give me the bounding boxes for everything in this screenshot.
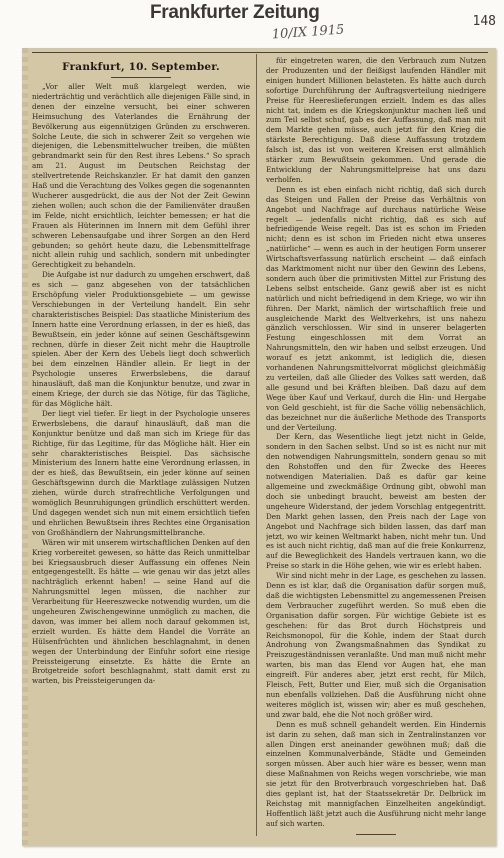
right-paragraph: für eingetreten waren, die den Verbrauch zum Nutzen der Produzenten und der fleißigst laufenden Händler mit einigen hundert Millionen belasteten. Es hätte auch durch sofortige Durchführung der Auftragsverteilung niedrigere Preise für Heereslieferungen erzielt. Indem es das alles nicht tat, indem es die Kriegskonjunktur machen ließ und zum Teil selbst schuf, gab es der Auffassung, daß man mit dem Markte gehen müsse, auch jetzt für den Krieg die stärkste Berechtigung. Daß diese Auffassung trotzdem falsch ist, das ist von weiteren Kreisen erst allmählich stärker zum Bewußtsein gekommen. Und gerade die Entwicklung der Nahrungsmittelpreise hat uns dazu verholfen.	[266, 56, 486, 184]
newspaper-clipping	[22, 48, 496, 846]
left-paragraph: „Vor aller Welt muß klargelegt werden, wie niederträchtig und verächtlich alle diejenigen Fälle sind, in denen der einzelne versucht, bei einer schweren Heimsuchung des Vaterlandes die Ernährung der Bevölkerung aus eigennützigen Gründen zu erschweren. Solche Leute, die sich in schwerer Zeit so vergehen wie diejenigen, die Lebensmittelwucher treiben, die müßten gebrandmarkt sein für den Rest ihres Lebens.“ So sprach am 21. August im Deutschen Reichstag der stellvertretende Reichskanzler. Er hat damit den ganzen Haß und die Verachtung des Volkes gegen die sogenannten Wucherer ausgedrückt, die aus der Not der Zeit Gewinn ziehen wollen; auch schon die der Familienväter draußen im Felde, nicht ersichtlich, leichter bemessen; er hat die Frauen als Hüterinnen im Innern mit dem Gefühl ihrer schweren Lebensaufgabe und ihrer Sorgen an den Herd gebunden; so gehört heute dazu, die Lebensmittelfrage nicht allein ruhig und sachlich, sondern mit unbedingter Gerechtigkeit zu behandeln.	[32, 82, 250, 270]
left-paragraph: Der liegt viel tiefer. Er liegt in der Psychologie unseres Erwerbslebens, die darauf hinausläuft, daß man die Konjunktur benütze und daß man sich im Kriege für das Richtige, für das Legitime, für das Mögliche hält. Hier ein sehr charakteristisches Beispiel. Das sächsische Ministerium des Innern hatte eine Verordnung erlassen, in der es hieß, das Bewußtsein, ein jeder könne auf seinen Geschäftsgewinn durch die Marktlage zulässigen Nutzen ziehen, würde durch strafrechtliche Verfolgungen und womöglich Beunruhigungen gründlich erschüttert werden. Und dagegen wendet sich nun mit einem ersichtlich tiefen und ehrlichen Bewußtsein ihres Rechtes eine Organisation von Großhändlern der Nahrungsmittelbranche.	[32, 408, 250, 537]
torn-edge	[22, 48, 28, 846]
handwritten-date: 10/IX 1915	[271, 22, 345, 43]
article-end-rule	[356, 834, 396, 835]
newspaper-masthead: Frankfurter Zeitung	[150, 2, 320, 23]
top-rule	[32, 52, 488, 53]
left-paragraph: Die Aufgabe ist nur dadurch zu umgehen erschwert, daß es sich — ganz abgesehen von der tatsächlichen Erschöpfung vieler Produktionsgebiete — um gewisse Verschiebungen in der Verteilung handelt. Ein sehr charakteristisches Beispiel: Das staatliche Ministerium des Innern hatte eine Verordnung erlassen, in der es hieß, das Bewußtsein, ein jeder könne auf seinen Geschäftsgewinn rechnen, dürfe in dieser Zeit nicht mehr die Hauptrolle spielen. Aber der Kern des Uebels liegt doch schwerlich bei dem einzelnen Händler allein. Er liegt in der Psychologie unseres Erwerbslebens, die darauf hinausläuft, daß man die Konjunktur benutze, und zwar in einem Kriege, der durch sie das Nötige, für das Tägliche, für das Mögliche hält.	[32, 270, 250, 408]
right-paragraph: Wir sind nicht mehr in der Lage, es geschehen zu lassen. Denn es ist klar, daß die Organisation dafür sorgen muß, daß die wichtigsten Lebensmittel zu angemessenen Preisen dem Verbraucher zugeführt werden. So muß eben die Organisation dafür sorgen. Für wichtige Gebiete ist es geschehen: für das Brot durch Höchstpreis und Reichsmonopol, für die Kohle, indem der Staat durch Androhung von Zwangsmaßnahmen das Syndikat zu Preiszugeständnissen veranlaßte. Und man muß nicht mehr warten, bis man das Elend vor Augen hat, ehe man eingreift. Für anderes aber, jetzt erst recht, für Milch, Fleisch, Fett, Butter und Eier, muß sich die Organisation nun ebenfalls vollziehen. Daß die Ausführung nicht ohne weiteres möglich ist, wissen wir; aber es muß geschehen, und zwar bald, ehe die Not noch größer wird.	[266, 571, 486, 719]
right-column	[266, 56, 486, 836]
right-paragraph: Denn es muß schnell gehandelt werden. Ein Hindernis ist darin zu sehen, daß man sich in Zentralinstanzen vor allen Dingen erst aneinander gewöhnen muß; daß die einzelnen Kommunalverbände, Städte und Gemeinden sorgen müssen. Aber auch hier wäre es besser, wenn man diese Maßnahmen von Reichs wegen vorschriebe, wie man sie jetzt für den Brotverbrauch vorgeschrieben hat. Daß dies geplant ist, hat der Staatssekretär Dr. Delbrück im Reichstag mit mannigfachen Einzelheiten angekündigt. Hoffentlich läßt jetzt auch die Ausführung nicht mehr lange auf sich warten.	[266, 719, 486, 828]
article-headline: Frankfurt, 10. September.	[62, 61, 220, 73]
headline-rule	[111, 77, 171, 78]
right-paragraph: Der Kern, das Wesentliche liegt jetzt nicht in Gelde, sondern in den Sachen selbst. Und so ist es nicht nur mit den notwendigen Nahrungsmitteln, sondern genau so mit den Rohstoffen und den für Zwecke des Heeres notwendigen Materialien. Daß es dafür gar keine allgemeine und zweckmäßige Ordnung gibt, obwohl man doch sie unbedingt braucht, beweist am besten der ungeheure Widerstand, der jedem Vorschlag entgegentritt. Den Markt gehen lassen, den Preis nach der Lage von Angebot und Nachfrage sich bilden lassen, das darf man jetzt, wo wir keinen Weltmarkt haben, nicht mehr tun. Und es ist auch nicht richtig, daß man auf die freie Konkurrenz, auf die Beweglichkeit des Handels vertrauen kann, wo die Preise so stark in die Höhe gehen, wie wir es erlebt haben.	[266, 432, 486, 571]
right-paragraph: Denn es ist eben einfach nicht richtig, daß sich durch das Steigen und Fallen der Preise das Verhältnis von Angebot und Nachfrage auf durchaus natürliche Weise regelt — jedenfalls nicht richtig, daß es sich auf befriedigende Weise regelt. Das ist es schon im Frieden nicht; denn es ist schon im Frieden nicht etwa unseres „natürliche“ — wenn es auch in der heutigen Form unserer Wirtschaftsverfassung natürlich erscheint — daß einfach das Marktmoment nicht nur über den Gewinn des Lebens, sondern auch über die primitivsten Mittel zur Fristung des Lebens selbst entscheide. Ganz gewiß aber ist es nicht natürlich und nicht befriedigend in dem Kriege, wo wir ihn führen. Der Markt, nämlich der wirtschaftlich freie und ausgleichende Markt des Weltverkehrs, ist uns nahezu gänzlich verschlossen. Wir sind in unserer belagerten Festung eingeschlossen mit dem Vorrat an Nahrungsmitteln, den wir haben und selbst erzeugen. Und worauf es jetzt ankommt, ist lediglich die, diesen vorhandenen Nahrungsmittelvorrat möglichst gleichmäßig zu verteilen, daß alle Glieder des Volkes satt werden, daß alle gesund und bei Kräften bleiben. Daß dazu auf dem Wege über Kauf und Verkauf, durch die Hin- und Hergabe von Geld geschieht, ist für die Sache völlig nebensächlich, das bezeichnet nur die äußerliche Methode des Transports und der Verteilung.	[266, 184, 486, 432]
left-paragraph: Wären wir mit unserem wirtschaftlichen Denken auf den Krieg vorbereitet gewesen, so hätte das Reich unmittelbar bei Kriegsausbruch dieser Auffassung ein offenes Nein entgegengestellt. Es hätte — wie genau wir das jetzt alles nachträglich erkennt haben! — seine Hand auf die Nahrungsmittel legen müssen, die nachher zur Verarbeitung für Heereszwecke notwendig wurden, um die ungeheuren Zwischengewinne unmöglich zu machen, die davon, was immer bei allem noch darauf gekommen ist, erzielt wurden. Es hätte dem Handel die Vorräte an Hülsenfrüchten und ähnlichen beschlagnahmt, in denen wegen der Unterbindung der Einfuhr sofort eine riesige Preissteigerung einsetzte. Es hätte die Ernte an Brotgetreide sofort beschlagnahmt, statt damit erst zu warten, bis Preissteigerungen da-	[32, 537, 250, 686]
folio-number: 148	[472, 14, 496, 29]
column-divider	[256, 54, 257, 836]
left-column	[32, 56, 250, 836]
